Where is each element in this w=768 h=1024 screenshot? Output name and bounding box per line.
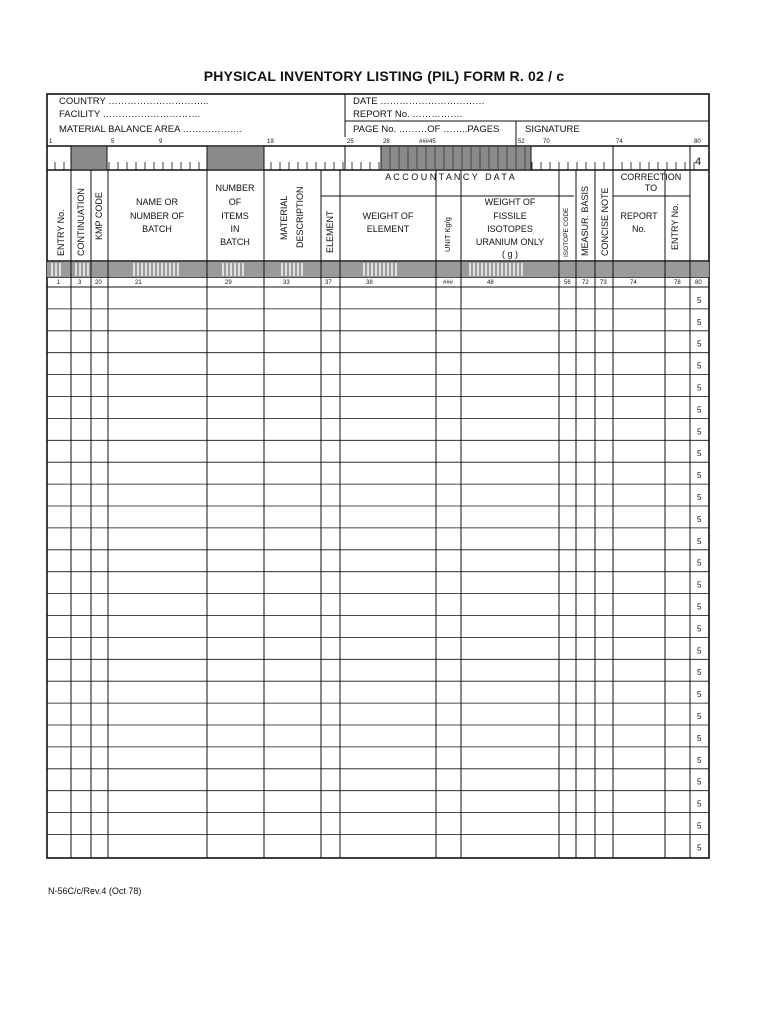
col-measur-basis: MEASUR. BASIS (580, 185, 590, 256)
row-card-code: 5 (697, 690, 702, 700)
bruler-3: 3 (78, 280, 82, 286)
bruler-45: ### (443, 280, 454, 286)
col-report-1: REPORT (620, 211, 658, 221)
col-material-2: DESCRIPTION (295, 186, 305, 248)
col-report-2: No. (631, 224, 647, 234)
row-card-code: 5 (697, 514, 702, 524)
bruler-72: 72 (582, 280, 589, 286)
row-card-code: 5 (697, 733, 702, 743)
row-card-code: 5 (697, 471, 702, 481)
row-card-code: 5 (697, 361, 702, 371)
row-card-code: 5 (697, 580, 702, 590)
col-items-5: BATCH (220, 237, 250, 247)
row-card-code: 5 (697, 383, 702, 393)
form-footer: N-56C/c/Rev.4 (Oct 78) (48, 886, 142, 896)
country-field[interactable]: COUNTRY ………………………….. (59, 96, 209, 107)
row-card-code: 5 (697, 821, 702, 831)
ruler-70: 70 (543, 139, 550, 145)
col-name-3: BATCH (142, 224, 172, 234)
bruler-29: 29 (225, 280, 232, 286)
bruler-37: 37 (325, 280, 332, 286)
bruler-73: 73 (600, 280, 607, 286)
bruler-33: 33 (283, 280, 290, 286)
row-card-code: 5 (697, 493, 702, 502)
ruler-45: ###45 (419, 139, 436, 145)
card-code: 4 (695, 156, 702, 168)
col-correction-2: TO (644, 183, 658, 193)
ruler-19: 19 (267, 139, 274, 145)
col-accountancy: A C C O U N T A N C Y D A T A (385, 172, 515, 182)
row-card-code: 5 (697, 712, 702, 721)
row-card-code: 5 (697, 317, 702, 327)
row-card-code: 5 (697, 449, 702, 459)
col-items-4: IN (230, 224, 240, 234)
col-fissile-1: WEIGHT OF (484, 197, 536, 207)
col-items-1: NUMBER (215, 183, 255, 193)
col-continuation: CONTINUATION (76, 188, 86, 256)
ruler-5: 5 (111, 139, 115, 145)
row-card-code: 5 (697, 602, 702, 612)
bruler-38: 38 (366, 280, 373, 286)
bruler-56: 56 (564, 280, 571, 286)
col-entry-no-2: ENTRY No. (670, 203, 680, 250)
col-element: ELEMENT (325, 210, 335, 253)
ruler-9: 9 (159, 139, 163, 145)
col-correction-1: CORRECTION (620, 172, 682, 182)
bruler-20: 20 (95, 280, 102, 286)
ruler-1: 1 (49, 139, 53, 145)
row-card-code: 5 (697, 843, 702, 853)
row-card-code: 5 (697, 755, 702, 765)
date-field[interactable]: DATE …………………………… (353, 96, 485, 107)
col-material-1: MATERIAL (279, 195, 289, 240)
ruler-74: 74 (616, 139, 623, 145)
bruler-80: 80 (695, 280, 702, 286)
col-concise-note: CONCISE NOTE (600, 187, 610, 256)
col-isotope-code: ISOTOPE CODE (563, 207, 570, 257)
row-card-code: 5 (697, 799, 702, 809)
col-fissile-2: FISSILE (493, 211, 527, 221)
report-no-field[interactable]: REPORT No. ……………. (353, 109, 463, 120)
row-card-code: 5 (697, 624, 702, 634)
col-kmp-code: KMP CODE (94, 192, 104, 240)
col-items-2: OF (228, 197, 242, 207)
bruler-48: 48 (487, 280, 494, 286)
bruler-1: 1 (57, 280, 61, 286)
col-name-1: NAME OR (135, 197, 179, 207)
facility-field[interactable]: FACILITY …………………………. (59, 109, 201, 120)
row-card-code: 5 (697, 646, 702, 656)
row-card-code: 5 (697, 536, 702, 546)
col-fissile-4: URANIUM ONLY (475, 237, 545, 247)
ruler-52: 52 (518, 139, 525, 145)
bruler-78: 78 (674, 280, 681, 286)
col-fissile-5: ( g ) (501, 249, 519, 259)
row-card-code: 5 (697, 295, 702, 305)
bruler-21: 21 (135, 280, 142, 286)
row-card-code: 5 (697, 777, 702, 787)
ruler-25: 25 (347, 139, 354, 145)
mba-field[interactable]: MATERIAL BALANCE AREA ………………. (59, 124, 243, 135)
signature-field[interactable]: SIGNATURE (525, 124, 580, 135)
col-weight-el-2: ELEMENT (366, 224, 410, 234)
row-card-code: 5 (697, 558, 702, 568)
row-card-code: 5 (697, 339, 702, 349)
col-entry-no: ENTRY No. (56, 209, 66, 256)
row-card-code: 5 (697, 668, 702, 678)
bruler-74: 74 (630, 280, 637, 286)
row-card-code: 5 (697, 427, 702, 437)
ruler-28: 28 (383, 139, 390, 145)
row-card-code: 5 (697, 405, 702, 415)
col-name-2: NUMBER OF (130, 211, 184, 221)
ruler-80: 80 (694, 139, 701, 145)
col-fissile-3: ISOTOPES (487, 224, 533, 234)
page-field[interactable]: PAGE No. ………OF ……..PAGES (353, 124, 500, 135)
col-unit: UNIT Kg/g (443, 217, 452, 252)
col-weight-el-1: WEIGHT OF (362, 211, 414, 221)
col-items-3: ITEMS (221, 211, 249, 221)
form-title: PHYSICAL INVENTORY LISTING (PIL) FORM R. 02 / c (203, 68, 565, 84)
